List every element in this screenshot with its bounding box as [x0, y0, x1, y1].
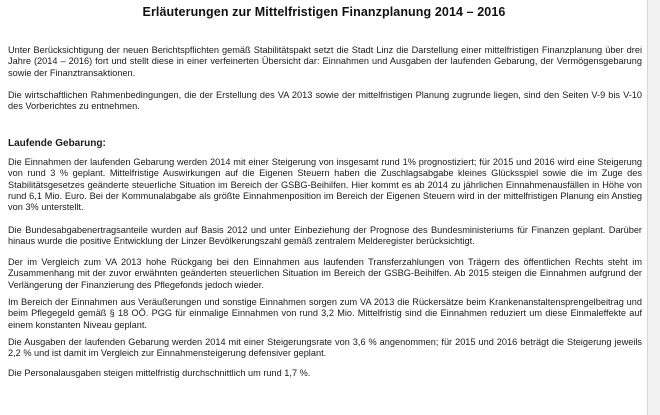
document-title: Erläuterungen zur Mittelfristigen Finanzplanung 2014 – 2016	[142, 5, 506, 19]
section-heading: Laufende Gebarung:	[8, 138, 106, 149]
section-paragraph-4: Im Bereich der Einnahmen aus Veräußerungen und sonstige Einnahmen sorgen zum VA 2013 die Rückersätze beim Krankenanstaltensprengelbeitrag und beim Pflegegeld gemäß § 18 OÖ. PGG für einmalige Einnahmen von rund 3,2 Mio. Mittelfristig sind die Einnahmen reduziert um diese Einmaleffekte auf einem konstanten Niveau geplant.	[8, 297, 642, 330]
intro-paragraph-2: Die wirtschaftlichen Rahmenbedingungen, die der Erstellung des VA 2013 sowie der mittelfristigen Planung zugrunde liegen, sind den Seiten V-9 bis V-10 des Vorberichtes zu entnehmen.	[8, 90, 642, 112]
section-paragraph-2: Die Bundesabgabenertragsanteile wurden auf Basis 2012 und unter Einbeziehung der Prognose des Bundesministeriums für Finanzen geplant. Darüber hinaus wurde die positive Entwicklung der Linzer Bevölkerungszahl gemäß zentralem Melderegister berücksichtigt.	[8, 225, 642, 247]
window-scrollbar[interactable]	[647, 0, 660, 415]
section-paragraph-6: Die Personalausgaben steigen mittelfristig durchschnittlich um rund 1,7 %.	[8, 368, 311, 378]
intro-paragraph-1: Unter Berücksichtigung der neuen Berichtspflichten gemäß Stabilitätspakt setzt die Stadt Linz die Darstellung einer mittelfristigen Finanzplanung über drei Jahre (2014 – 2016) fort und stellt diese in einer verfeinerten Übersicht dar: Einnahmen und Ausgaben der laufenden Gebarung, der Vermögensgebarung sowie der Finanztransaktionen.	[8, 45, 642, 78]
section-paragraph-5: Die Ausgaben der laufenden Gebarung werden 2014 mit einer Steigerungsrate von 3,6 % angenommen; für 2015 und 2016 beträgt die Steigerung jeweils 2,2 % und ist damit im Vergleich zur Einnahmensteigerung defensiver geplant.	[8, 337, 642, 359]
section-paragraph-1: Die Einnahmen der laufenden Gebarung werden 2014 mit einer Steigerung von insgesamt rund 1% prognostiziert; für 2015 und 2016 wird eine Steigerung von rund 3 % geplant. Mittelfristige Auswirkungen auf die Eigenen Steuern haben die Zuschlagsabgabe kleines Glücksspiel sowie die im Zuge des Stabilitätsgesetzes geänderte steuerliche Situation im Bereich der GSBG-Beihilfen. Hier kommt es ab 2014 zu jährlichen Einnahmenausfällen in Höhe von rund 6,1 Mio. Euro. Bei der Kommunalabgabe als größte Einnahmenposition im Bereich der Eigenen Steuern wird in der mittelfristigen Planung ein Anstieg von 3% unterstellt.	[8, 157, 642, 213]
section-paragraph-3: Der im Vergleich zum VA 2013 hohe Rückgang bei den Einnahmen aus laufenden Transferzahlungen von Trägern des öffentlichen Rechts steht im Zusammenhang mit der zuvor erwähnten geänderten steuerlichen Situation im Bereich der GSBG-Beihilfen. Ab 2015 steigen die Einnahmen aufgrund der Verlängerung der Finanzierung des Pflegefonds jedoch wieder.	[8, 257, 642, 290]
